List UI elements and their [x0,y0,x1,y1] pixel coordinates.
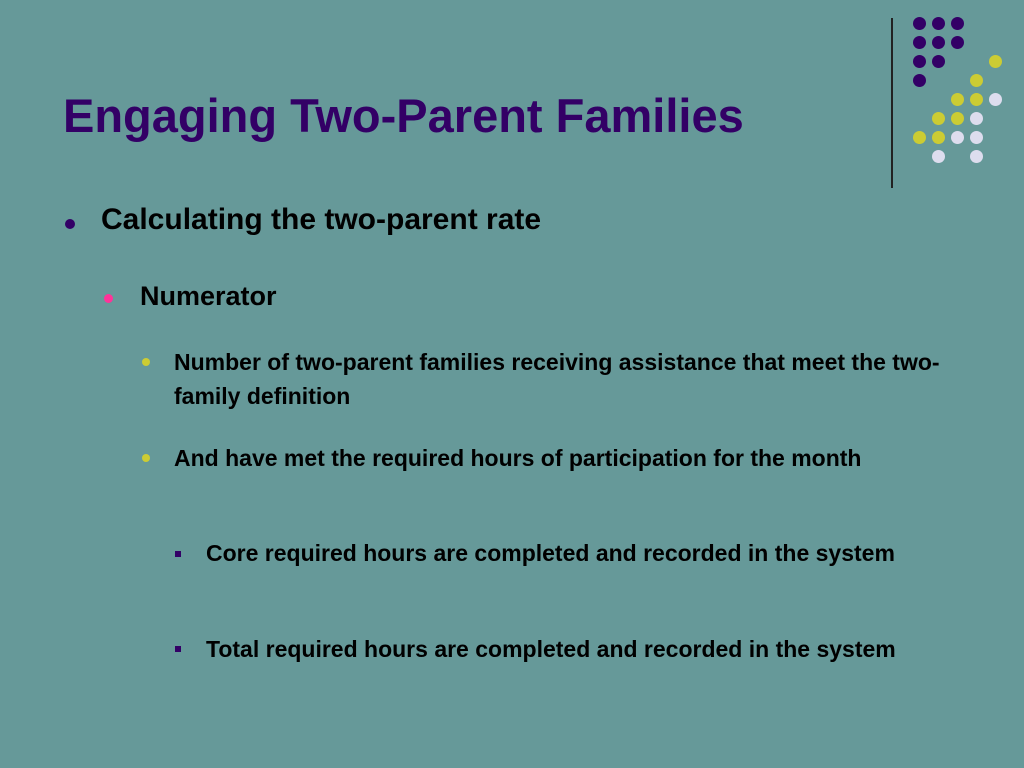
bullet-level2-icon [104,294,113,303]
bullet-level3-icon [142,358,150,366]
decor-dot [913,17,926,30]
bullet-level1-text: Calculating the two-parent rate [101,203,542,236]
decor-dot [913,36,926,49]
bullet-level4-text: Core required hours are completed and recorded in the system [206,540,895,566]
bullet-level2-text: Numerator [140,281,277,311]
bullet-level4-text: Total required hours are completed and recorded in the system [206,636,896,662]
decor-dot [970,93,983,106]
decor-dot [970,74,983,87]
decor-dot [932,131,945,144]
decor-dot [989,93,1002,106]
decor-dot [951,36,964,49]
decor-dot [932,112,945,125]
decor-dot [951,112,964,125]
decor-dot [913,131,926,144]
bullet-level3-text: And have met the required hours of participation for the month [174,445,862,471]
decor-dot [932,17,945,30]
bullet-level3-text: Number of two-parent families receiving assistance that meet the two-family definition [174,349,940,409]
bullet-level4-icon [175,551,181,557]
slide-title: Engaging Two-Parent Families [63,89,744,142]
decor-dot [932,36,945,49]
decor-dot [989,55,1002,68]
decor-dot [913,74,926,87]
decor-dot [913,55,926,68]
bullet-level4-icon [175,646,181,652]
decor-dot [970,131,983,144]
bullet-level3-icon [142,454,150,462]
decor-dot [951,93,964,106]
decor-dot [970,150,983,163]
decor-dot [951,17,964,30]
decor-dot [970,112,983,125]
decor-dot [932,150,945,163]
title-divider-line [891,18,893,188]
decor-dot [951,131,964,144]
bullet-level1-icon [65,219,75,229]
decor-dot [932,55,945,68]
